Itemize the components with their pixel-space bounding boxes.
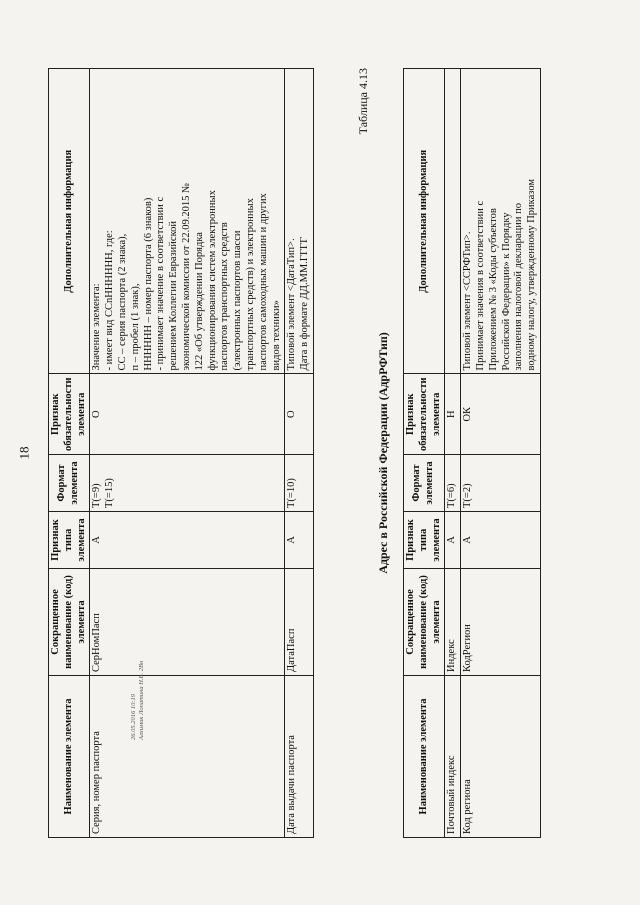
cell-format [461, 455, 541, 512]
info-line: - принимает значение в соответствии с [155, 196, 167, 371]
header-cell: Наименование элемента [404, 676, 445, 838]
cell-type: А [90, 512, 285, 569]
table-row [461, 69, 541, 838]
cell-format [445, 455, 461, 512]
table-address [403, 68, 541, 838]
cell-required: О [90, 374, 285, 455]
cell-name: Дата выдачи паспорта [285, 676, 314, 838]
cell-type: А [445, 512, 461, 569]
info-line: п – пробел (1 знак), [129, 283, 141, 371]
header-cell: Сокращенное наименование (код) элемента [49, 569, 90, 676]
cell-info [445, 69, 461, 374]
header-cell: Признак типа элемента [49, 512, 90, 569]
header-cell: Сокращенное наименование (код) элемента [404, 569, 445, 676]
info-line: Принимает значения в соответствии с [474, 200, 486, 371]
info-line: заполнения налоговой декларации по [513, 203, 525, 371]
info-line: решением Коллегии Евразийской [168, 220, 180, 371]
cell-code: КодРегион [461, 569, 541, 676]
cell-info [285, 69, 314, 374]
cell-info [461, 69, 541, 374]
table-title: Адрес в Российской Федерации (АдрРФТип) [376, 332, 390, 574]
info-line: - имеет вид CCnHHHHHH, где: [104, 230, 116, 371]
stamp-line: Алхимик Лопатина Н.В. 2Вн [138, 660, 146, 740]
cell-name: Почтовый индекс [445, 676, 461, 838]
header-cell: Признак обязательности элемента [404, 374, 445, 455]
info-line: функционирования систем электронных [206, 190, 218, 371]
info-line: Российской Федерации» к Порядку [500, 212, 512, 371]
cell-info [90, 69, 285, 374]
info-line: CC – серия паспорта (2 знака), [116, 233, 128, 371]
table-caption-number: Таблица 4.13 [356, 68, 370, 135]
header-cell: Признак обязательности элемента [49, 374, 90, 455]
cell-format [285, 455, 314, 512]
table-row [445, 69, 461, 838]
cell-code: ДатаПасп [285, 569, 314, 676]
info-line: Дата в формате ДД.ММ.ГГГГ [299, 236, 311, 371]
format-line: T(=9) [91, 483, 103, 508]
cell-required: ОК [461, 374, 541, 455]
info-line: паспортов самоходных машин и других [257, 193, 269, 371]
cell-name: Серия, номер паспорта [90, 676, 285, 838]
info-line: водному налогу, утвержденному Приказом [526, 178, 538, 371]
cell-type: А [285, 512, 314, 569]
header-cell: Формат элемента [404, 455, 445, 512]
cell-code: Индекс [445, 569, 461, 676]
cell-code: СерНомПасп [90, 569, 285, 676]
info-line: HHHHHH – номер паспорта (6 знаков) [142, 197, 154, 371]
header-cell: Признак типа элемента [404, 512, 445, 569]
table-passport [48, 68, 314, 838]
signature-stamp [130, 620, 147, 740]
info-line: Значение элемента: [91, 283, 103, 371]
header-cell: Формат элемента [49, 455, 90, 512]
table-header-row [404, 69, 445, 838]
page-number: 18 [16, 446, 32, 460]
table-row [90, 69, 285, 838]
cell-format [90, 455, 285, 512]
cell-required: О [285, 374, 314, 455]
table-row [285, 69, 314, 838]
info-line: (электронных паспортов шасси [232, 230, 244, 371]
info-line: 122 «Об утверждении Порядка [193, 232, 205, 371]
cell-required: Н [445, 374, 461, 455]
stamp-line: 26.05.2016 10:19 [130, 693, 137, 740]
info-line: Типовой элемент <ССРФТип>. [462, 231, 474, 371]
format-line: T(=2) [462, 483, 474, 508]
header-cell: Наименование элемента [49, 676, 90, 838]
cell-name: Код региона [461, 676, 541, 838]
info-line: видов техники» [270, 300, 282, 371]
format-line: T(=10) [286, 478, 298, 508]
info-line: экономической комиссии от 22.09.2015 № [180, 183, 192, 371]
info-line: Приложением № 3 «Коды субъектов [487, 208, 499, 371]
info-line: Типовой элемент <ДатаТип>. [286, 238, 298, 371]
format-line: T(=6) [446, 483, 458, 508]
format-line: T(=15) [104, 478, 116, 508]
cell-type: А [461, 512, 541, 569]
header-cell: Дополнительная информация [49, 69, 90, 374]
info-line: паспортов транспортных средств [219, 222, 231, 371]
table-header-row [49, 69, 90, 838]
header-cell: Дополнительная информация [404, 69, 445, 374]
info-line: транспортных средств) и электронных [244, 198, 256, 371]
